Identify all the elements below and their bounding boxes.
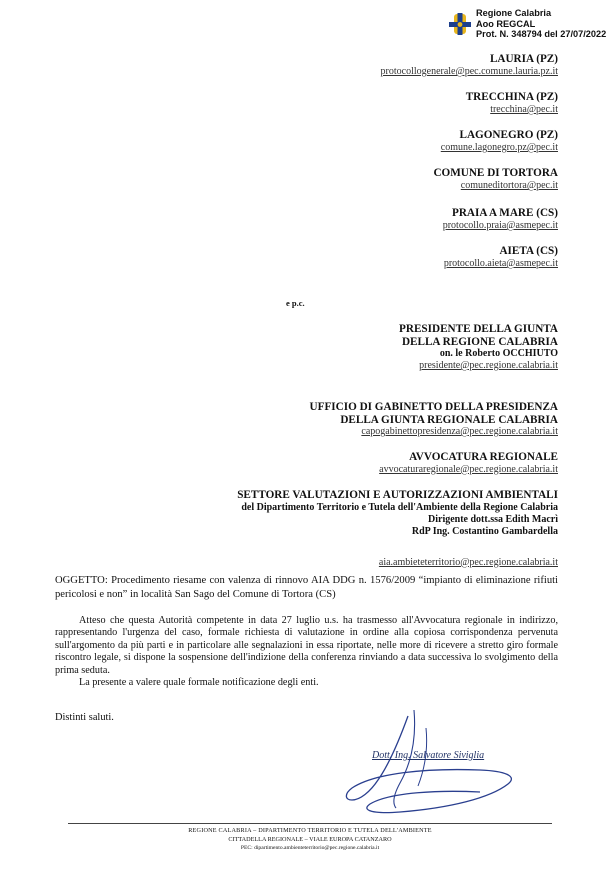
recipient-name: TRECCHINA (PZ) — [465, 91, 558, 103]
cc-label: e p.c. — [286, 298, 305, 308]
recipient-email[interactable]: protocollogenerale@pec.comune.lauria.pz.it — [380, 66, 558, 77]
recipient-email[interactable]: protocollo.aieta@asmepec.it — [443, 258, 558, 269]
recipient-email[interactable]: comune.lagonegro.pz@pec.it — [440, 142, 558, 153]
presidente-line-1: PRESIDENTE DELLA GIUNTA — [399, 323, 558, 335]
subject: OGGETTO: Procedimento riesame con valenza di rinnovo AIA DDG n. 1576/2009 “impianto di eliminazione rifiuti pericolosi e non” in località San Sago del Comune di Tortora (CS) — [55, 575, 558, 600]
settore-line-3: Dirigente dott.ssa Edith Macrì — [428, 513, 558, 525]
presidente-line-2: DELLA REGIONE CALABRIA — [401, 335, 558, 348]
recipient-avvocatura — [379, 451, 558, 476]
letter-body — [55, 615, 558, 689]
recipient-email[interactable]: comuneditortora@pec.it — [460, 180, 558, 191]
recipient-trecchina — [466, 91, 558, 116]
footer — [68, 827, 552, 853]
recipient-name: LAURIA (PZ) — [489, 53, 558, 65]
body-paragraph: La presente a valere quale formale notificazione degli enti. — [79, 677, 319, 689]
footer-divider — [68, 823, 552, 824]
recipient-gabinetto — [310, 401, 558, 438]
avvocatura-email[interactable]: avvocaturaregionale@pec.regione.calabria.it — [379, 463, 558, 475]
recipient-email[interactable]: protocollo.praia@asmepec.it — [442, 220, 558, 231]
avvocatura-line-1: AVVOCATURA REGIONALE — [409, 451, 558, 463]
footer-pec: PEC: dipartimento.ambienteterritorio@pec.regione.calabria.it — [240, 845, 380, 852]
body-paragraph: Atteso che questa Autorità competente in data 27 luglio u.s. ha trasmesso all'Avvocatura regionale in indirizzo, rappresentando l'urgenza del caso, formale richiesta di valutazione in ordine alla copiosa corrispondenza pervenuta sull'argomento da più parti e in particolare alle segnalazioni in essa riportate, nelle more di ricevere a stretto giro formale riscontro legale, si dispone la sospensione dell'indizione della conferenza rinviando a data successiva lo svolgimento della prima seduta. — [55, 615, 558, 676]
footer-line-1: REGIONE CALABRIA – DIPARTIMENTO TERRITORIO E TUTELA DELL'AMBIENTE — [188, 827, 432, 834]
gabinetto-line-2: DELLA GIUNTA REGIONALE CALABRIA — [340, 413, 558, 426]
recipient-lagonegro — [441, 129, 558, 154]
stamp-line-3: Prot. N. 348794 del 27/07/2022 — [476, 29, 607, 39]
recipient-name: PRAIA A MARE (CS) — [452, 207, 558, 219]
footer-line-2: CITTADELLA REGIONALE – VIALE EUROPA CATANZARO — [228, 835, 392, 843]
protocol-stamp — [448, 8, 614, 42]
recipient-tortora — [433, 167, 558, 192]
recipient-name: LAGONEGRO (PZ) — [459, 129, 558, 141]
stamp-line-2: Aoo REGCAL — [476, 18, 536, 29]
stamp-line-1: Regione Calabria — [476, 8, 552, 18]
recipient-email[interactable]: trecchina@pec.it — [490, 104, 558, 115]
presidente-line-3: on. le Roberto OCCHIUTO — [439, 348, 558, 359]
gabinetto-line-1: UFFICIO DI GABINETTO DELLA PRESIDENZA — [309, 401, 558, 413]
gabinetto-email[interactable]: capogabinettopresidenza@pec.regione.calabria.it — [361, 426, 558, 437]
closing: Distinti saluti. — [55, 712, 114, 723]
recipient-presidente — [399, 323, 558, 372]
settore-line-1: SETTORE VALUTAZIONI E AUTORIZZAZIONI AMBIENTALI — [237, 489, 558, 501]
recipient-praia-a-mare — [443, 207, 558, 232]
settore-email[interactable]: aia.ambieteterritorio@pec.regione.calabria.it — [378, 556, 558, 568]
recipient-lauria — [381, 53, 558, 78]
signatory-name: Dott. Ing. Salvatore Siviglia — [372, 750, 485, 761]
recipient-settore — [237, 489, 558, 569]
settore-line-4: RdP Ing. Costantino Gambardella — [411, 525, 558, 537]
handwritten-signature — [330, 708, 530, 826]
settore-line-2: del Dipartimento Territorio e Tutela dell'Ambiente della Regione Calabria — [241, 501, 558, 513]
regione-calabria-logo-icon — [448, 12, 472, 36]
presidente-email[interactable]: presidente@pec.regione.calabria.it — [419, 360, 558, 371]
recipient-aieta — [444, 245, 558, 270]
recipient-name: COMUNE DI TORTORA — [433, 167, 558, 179]
recipient-name: AIETA (CS) — [499, 245, 558, 257]
